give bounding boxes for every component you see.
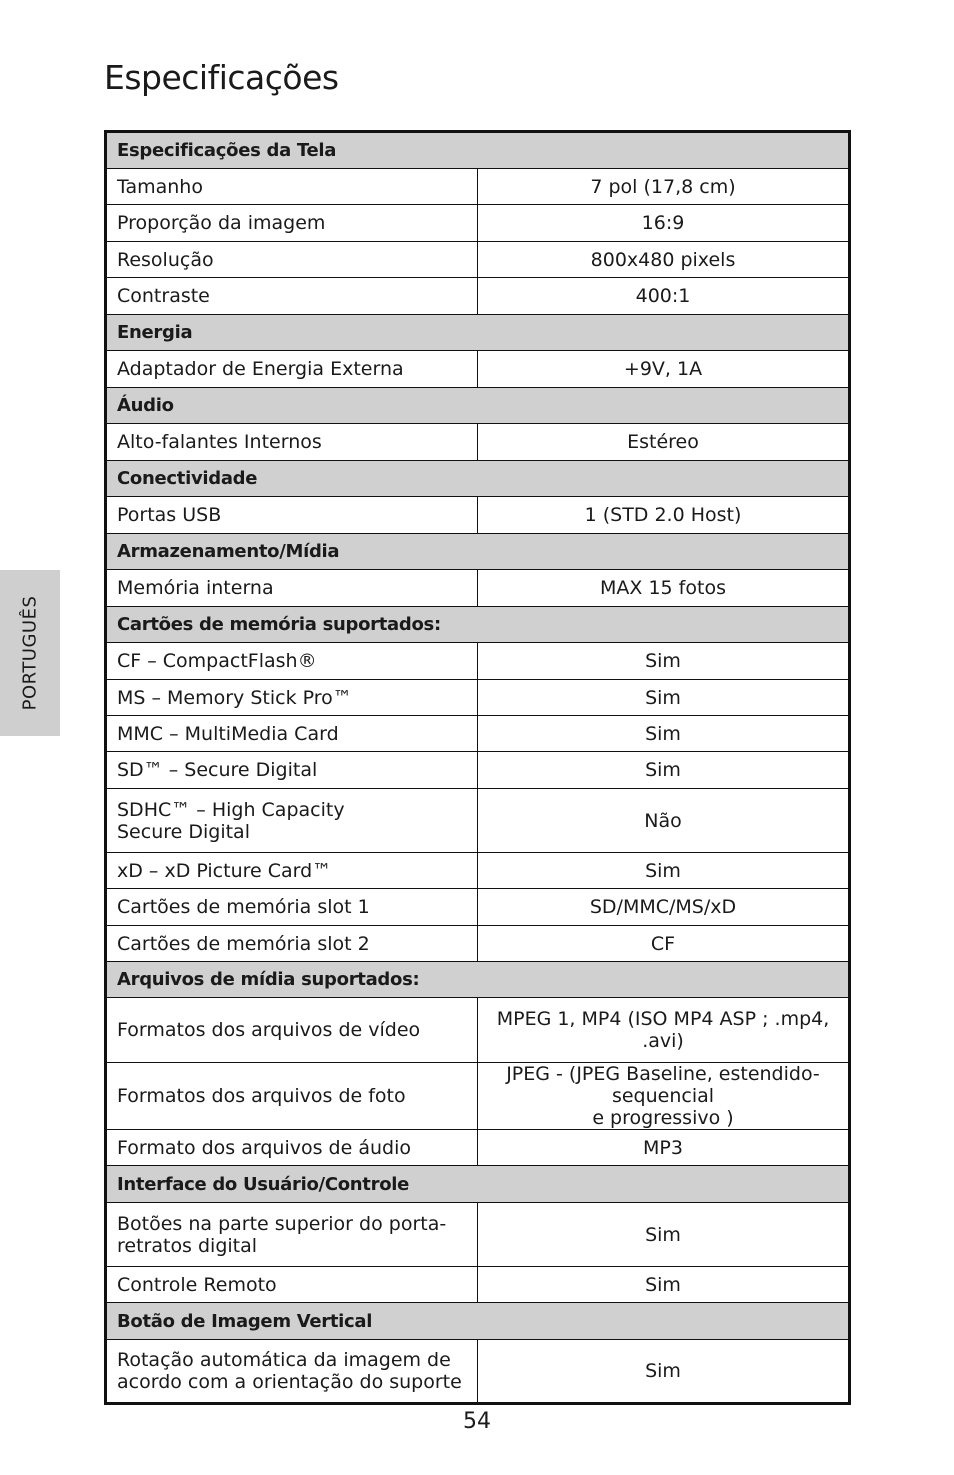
spec-value: JPEG - (JPEG Baseline, estendido-sequencial e progressivo ): [478, 1063, 850, 1130]
spec-row: [106, 752, 850, 789]
spec-row: [106, 680, 850, 716]
section-header-row: [106, 315, 850, 351]
spec-value: 800x480 pixels: [478, 242, 850, 278]
section-header-row: [106, 607, 850, 643]
spec-row: [106, 169, 850, 205]
section-title: Arquivos de mídia suportados:: [106, 962, 850, 998]
spec-value: Não: [478, 789, 850, 853]
section-title: Interface do Usuário/Controle: [106, 1166, 850, 1203]
spec-value: MPEG 1, MP4 (ISO MP4 ASP ; .mp4, .avi): [478, 998, 850, 1063]
spec-label: Memória interna: [106, 570, 478, 607]
spec-value: Sim: [478, 853, 850, 889]
spec-row: [106, 1340, 850, 1404]
spec-label: Portas USB: [106, 497, 478, 534]
specifications-table-body: [106, 132, 850, 1404]
spec-label: Botões na parte superior do porta- retratos digital: [106, 1203, 478, 1267]
spec-label: SD™ – Secure Digital: [106, 752, 478, 789]
spec-label: Proporção da imagem: [106, 205, 478, 242]
spec-value: Sim: [478, 716, 850, 752]
spec-label: SDHC™ – High Capacity Secure Digital: [106, 789, 478, 853]
spec-label: Contraste: [106, 278, 478, 315]
section-title: Cartões de memória suportados:: [106, 607, 850, 643]
section-header-row: [106, 461, 850, 497]
spec-label: Cartões de memória slot 2: [106, 926, 478, 962]
spec-value: Sim: [478, 752, 850, 789]
language-tab: [0, 570, 60, 736]
spec-label: Controle Remoto: [106, 1267, 478, 1303]
spec-value: Estéreo: [478, 424, 850, 461]
spec-row: [106, 889, 850, 926]
spec-label: MS – Memory Stick Pro™: [106, 680, 478, 716]
section-title: Especificações da Tela: [106, 132, 850, 169]
section-title: Conectividade: [106, 461, 850, 497]
spec-value: Sim: [478, 1203, 850, 1267]
spec-value: SD/MMC/MS/xD: [478, 889, 850, 926]
spec-label: Formatos dos arquivos de foto: [106, 1063, 478, 1130]
spec-label: Rotação automática da imagem de acordo com a orientação do suporte: [106, 1340, 478, 1404]
spec-label: Adaptador de Energia Externa: [106, 351, 478, 388]
spec-row: [106, 205, 850, 242]
spec-row: [106, 998, 850, 1063]
spec-value: 16:9: [478, 205, 850, 242]
spec-row: [106, 1130, 850, 1166]
language-tab-label: PORTUGUÊS: [19, 595, 41, 711]
spec-value: MAX 15 fotos: [478, 570, 850, 607]
spec-row: [106, 926, 850, 962]
spec-value: Sim: [478, 1340, 850, 1404]
spec-row: [106, 242, 850, 278]
spec-value: 7 pol (17,8 cm): [478, 169, 850, 205]
section-header-row: [106, 962, 850, 998]
section-header-row: [106, 1303, 850, 1340]
spec-row: [106, 716, 850, 752]
section-header-row: [106, 1166, 850, 1203]
spec-label: Cartões de memória slot 1: [106, 889, 478, 926]
section-title: Botão de Imagem Vertical: [106, 1303, 850, 1340]
spec-value: Sim: [478, 680, 850, 716]
section-title: Áudio: [106, 388, 850, 424]
spec-label: Resolução: [106, 242, 478, 278]
spec-label: CF – CompactFlash®: [106, 643, 478, 680]
spec-row: [106, 643, 850, 680]
spec-value: +9V, 1A: [478, 351, 850, 388]
spec-row: [106, 1203, 850, 1267]
spec-row: [106, 789, 850, 853]
spec-row: [106, 1063, 850, 1130]
spec-value: Sim: [478, 1267, 850, 1303]
spec-value: MP3: [478, 1130, 850, 1166]
section-header-row: [106, 534, 850, 570]
spec-value: Sim: [478, 643, 850, 680]
spec-row: [106, 853, 850, 889]
spec-row: [106, 570, 850, 607]
spec-label: Tamanho: [106, 169, 478, 205]
spec-value: 1 (STD 2.0 Host): [478, 497, 850, 534]
spec-label: xD – xD Picture Card™: [106, 853, 478, 889]
section-title: Armazenamento/Mídia: [106, 534, 850, 570]
spec-label: MMC – MultiMedia Card: [106, 716, 478, 752]
spec-label: Alto-falantes Internos: [106, 424, 478, 461]
spec-row: [106, 424, 850, 461]
spec-label: Formatos dos arquivos de vídeo: [106, 998, 478, 1063]
spec-value: CF: [478, 926, 850, 962]
spec-row: [106, 351, 850, 388]
spec-row: [106, 278, 850, 315]
section-header-row: [106, 132, 850, 169]
page-title: Especificações: [104, 58, 339, 97]
section-title: Energia: [106, 315, 850, 351]
spec-row: [106, 1267, 850, 1303]
spec-label: Formato dos arquivos de áudio: [106, 1130, 478, 1166]
section-header-row: [106, 388, 850, 424]
spec-row: [106, 497, 850, 534]
page-number: 54: [463, 1409, 491, 1434]
specifications-table: [104, 130, 851, 1405]
spec-value: 400:1: [478, 278, 850, 315]
